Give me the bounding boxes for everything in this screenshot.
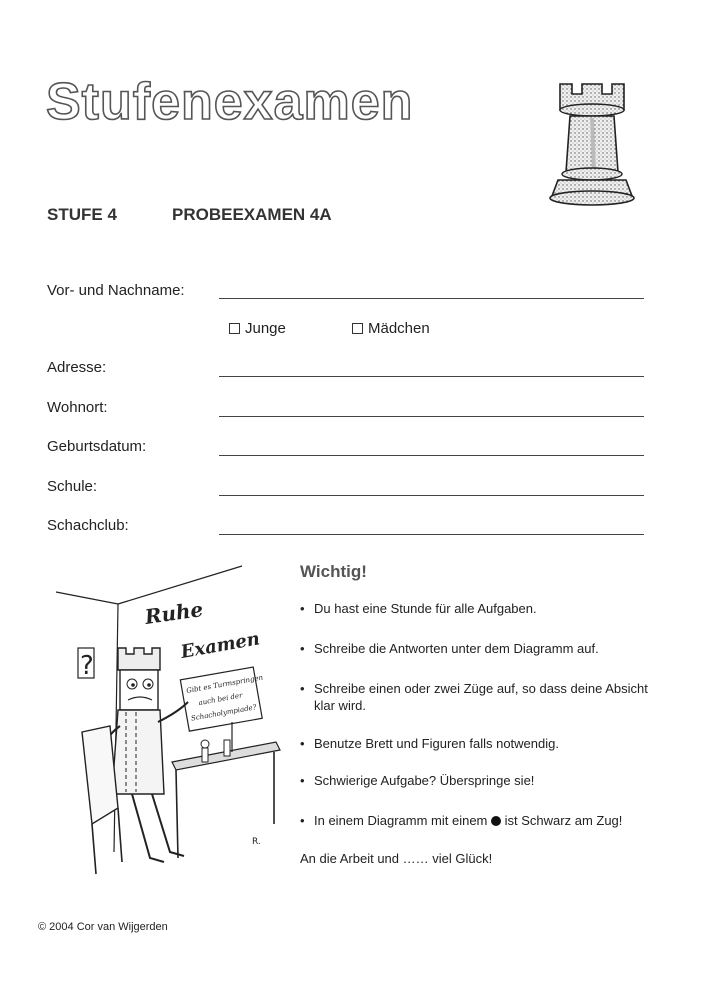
rook-illustration [546,76,638,208]
school-field[interactable] [219,495,644,496]
copyright: © 2004 Cor van Wijgerden [38,921,168,933]
name-field[interactable] [219,298,644,299]
boy-label: Junge [245,320,286,337]
black-dot-icon [491,816,501,826]
school-label: Schule: [47,478,98,495]
rule-text [314,812,660,829]
bullet: • [300,773,305,788]
paper-line-2: auch bei der [197,691,244,708]
birthdate-label: Geburtsdatum: [47,438,147,455]
bullet: • [300,601,305,616]
rule-text: Schreibe einen oder zwei Züge auf, so dass deine Absicht klar wird. [314,681,648,713]
rule-last-before: In einem Diagramm mit einem [314,813,488,828]
sign-text-ruhe: Ruhe [143,597,205,629]
page-title: Stufenexamen [46,73,414,131]
club-label: Schachclub: [47,517,129,534]
bullet: • [300,736,305,751]
exam-cartoon [52,562,284,884]
gender-option-boy[interactable] [229,320,286,337]
girl-label: Mädchen [368,320,430,337]
birthdate-field[interactable] [219,455,644,456]
sign-text-examen: Examen [179,628,262,663]
boy-checkbox[interactable] [229,323,240,334]
city-field[interactable] [219,416,644,417]
bullet: • [300,641,305,656]
rule-text: Schreibe die Antworten unter dem Diagramm auf. [314,641,599,656]
paper-line-1: Gibt es Turmspringen [185,673,264,695]
artist-signature: R. [252,837,261,847]
city-label: Wohnort: [47,399,108,416]
gender-option-girl[interactable] [352,320,430,337]
girl-checkbox[interactable] [352,323,363,334]
rule-text: Schwierige Aufgabe? Überspringe sie! [314,773,535,788]
rule-text: Benutze Brett und Figuren falls notwendig. [314,736,559,751]
paper-line-3: Schacholympiade? [190,703,258,723]
stage-label: STUFE 4 [47,205,117,224]
rule-last-after: ist Schwarz am Zug! [504,813,623,828]
club-field[interactable] [219,534,644,535]
exam-label: PROBEEXAMEN 4A [172,205,332,224]
address-label: Adresse: [47,359,107,376]
important-heading: Wichtig! [300,562,367,581]
name-label: Vor- und Nachname: [47,282,185,299]
question-mark: ? [80,651,94,681]
bullet: • [300,813,305,828]
rule-text: Du hast eine Stunde für alle Aufgaben. [314,601,537,616]
closing-text: An die Arbeit und …… viel Glück! [300,851,493,866]
bullet: • [300,681,305,696]
address-field[interactable] [219,376,644,377]
